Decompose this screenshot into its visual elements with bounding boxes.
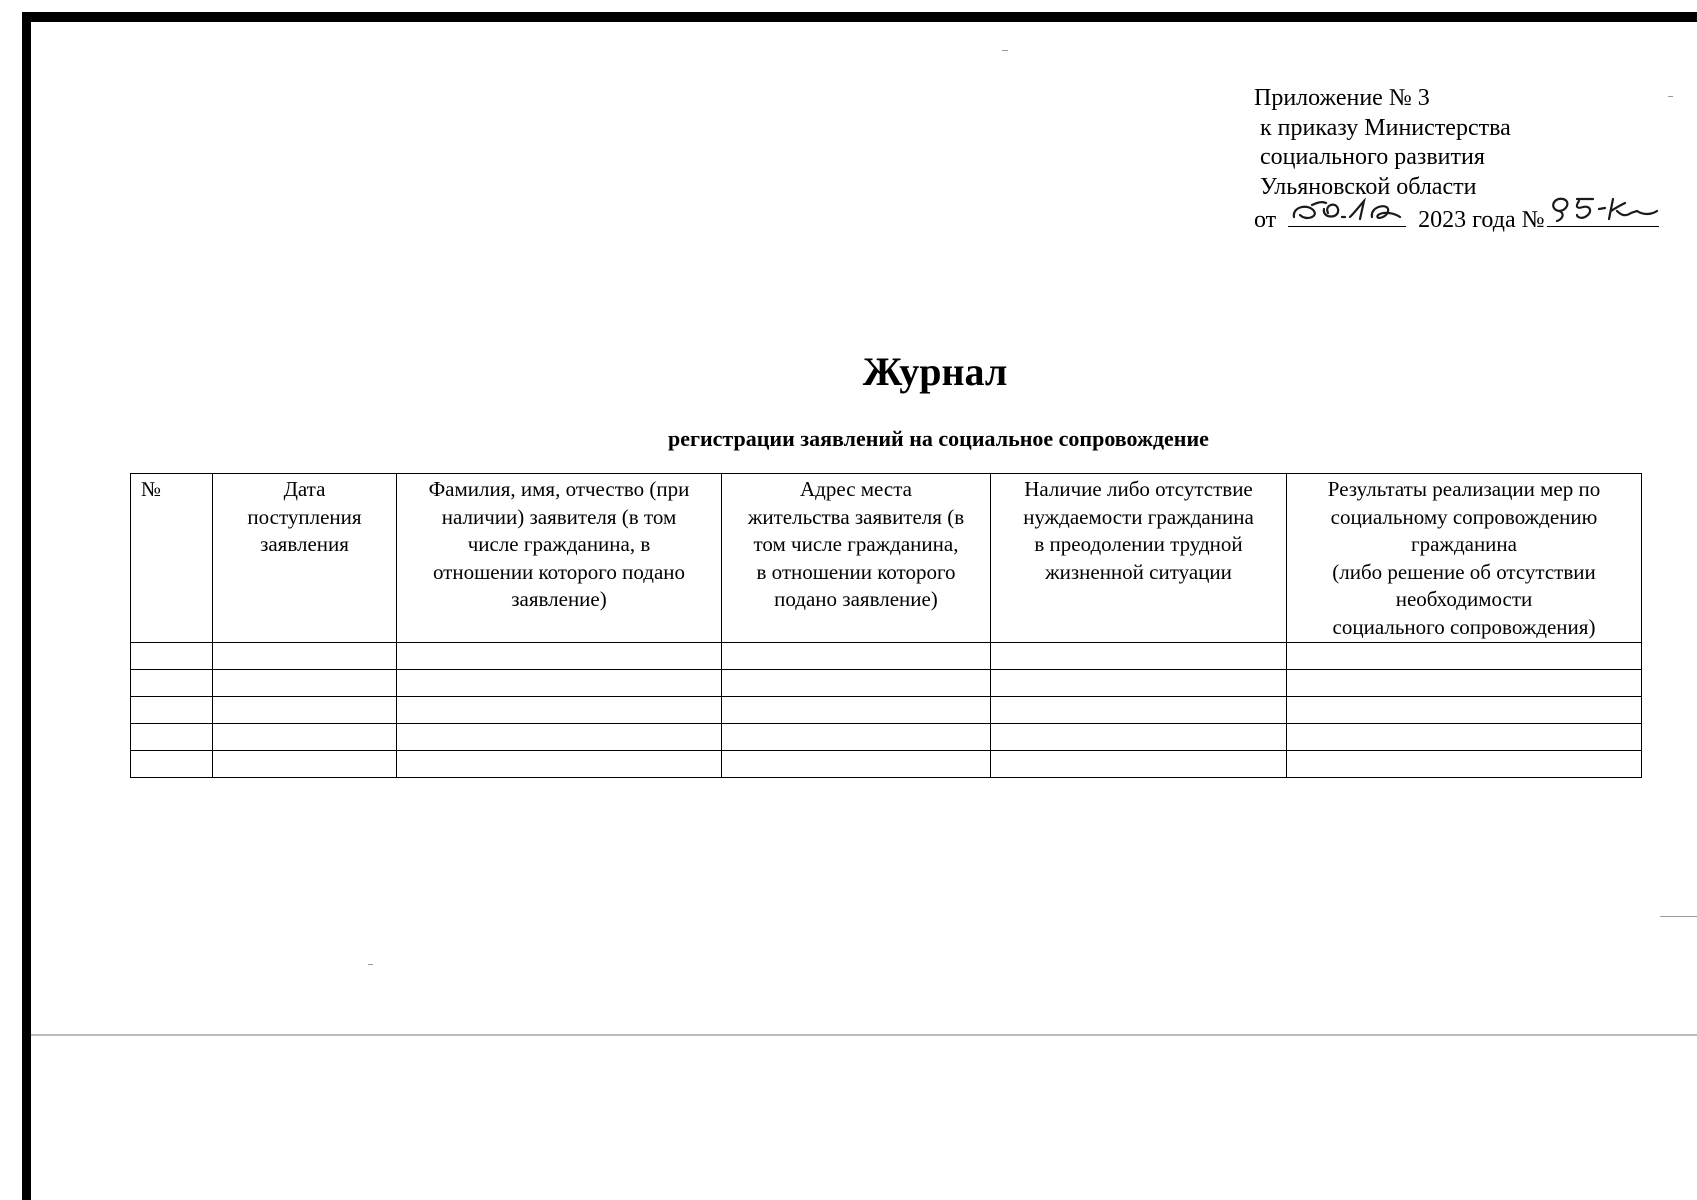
column-header-applicant-name: Фамилия, имя, отчество (при наличии) заявителя (в том числе гражданина, в отношении которого подано заявление) (397, 474, 722, 643)
scan-speck (1002, 50, 1008, 51)
table-cell[interactable] (1287, 669, 1642, 696)
handwritten-date (1288, 202, 1406, 227)
table-cell[interactable] (213, 642, 397, 669)
table-row (131, 723, 1642, 750)
column-header-number: № (131, 474, 213, 643)
appendix-line-2: к приказу Министерства (1254, 114, 1511, 141)
scan-border-left (22, 12, 31, 1200)
table-cell[interactable] (722, 669, 991, 696)
table-cell[interactable] (722, 642, 991, 669)
handwritten-number-signature (1547, 193, 1659, 225)
table-cell[interactable] (213, 723, 397, 750)
table-cell[interactable] (213, 750, 397, 777)
table-cell[interactable] (131, 642, 213, 669)
handwritten-date-signature (1288, 197, 1406, 225)
table-body (131, 642, 1642, 777)
table-cell[interactable] (397, 723, 722, 750)
column-header-results: Результаты реализации мер по социальному сопровождению гражданина (либо решение об отсутствии необходимости социального сопровождения) (1287, 474, 1642, 643)
table-cell[interactable] (1287, 750, 1642, 777)
table-cell[interactable] (397, 750, 722, 777)
year-label: 2023 года № (1412, 207, 1545, 233)
table-cell[interactable] (213, 696, 397, 723)
scan-speck (1660, 916, 1697, 917)
table-header-row (131, 474, 1642, 643)
handwritten-number (1547, 202, 1659, 227)
appendix-line-4: Ульяновской области (1254, 173, 1477, 200)
table-row (131, 696, 1642, 723)
column-header-address: Адрес места жительства заявителя (в том числе гражданина, в отношении которого подано заявление) (722, 474, 991, 643)
table-cell[interactable] (991, 696, 1287, 723)
scan-speck (1668, 96, 1673, 97)
appendix-line-1: Приложение № 3 (1254, 85, 1430, 111)
table-cell[interactable] (397, 696, 722, 723)
table-cell[interactable] (131, 696, 213, 723)
table-cell[interactable] (722, 696, 991, 723)
column-header-need: Наличие либо отсутствие нуждаемости гражданина в преодолении трудной жизненной ситуации (991, 474, 1287, 643)
table-cell[interactable] (1287, 696, 1642, 723)
table-cell[interactable] (1287, 642, 1642, 669)
appendix-date-line (1254, 202, 1659, 236)
scan-border-top (22, 12, 1697, 22)
table-cell[interactable] (131, 750, 213, 777)
registration-table (130, 473, 1642, 778)
table-row (131, 642, 1642, 669)
document-subtitle: регистрации заявлений на социальное сопровождение (668, 426, 1209, 451)
table-cell[interactable] (722, 723, 991, 750)
appendix-line-3: социального развития (1254, 144, 1485, 170)
table-cell[interactable] (1287, 723, 1642, 750)
table-row (131, 750, 1642, 777)
document-title: Журнал (862, 349, 1008, 394)
table-cell[interactable] (991, 669, 1287, 696)
table-row (131, 669, 1642, 696)
table-cell[interactable] (397, 669, 722, 696)
scan-fold-line (31, 1034, 1697, 1036)
table-cell[interactable] (991, 642, 1287, 669)
table-cell[interactable] (991, 750, 1287, 777)
scan-speck (368, 964, 373, 965)
table-cell[interactable] (213, 669, 397, 696)
table-cell[interactable] (991, 723, 1287, 750)
table-cell[interactable] (397, 642, 722, 669)
table-cell[interactable] (131, 723, 213, 750)
table-cell[interactable] (131, 669, 213, 696)
column-header-date: Дата поступления заявления (213, 474, 397, 643)
from-label: от (1254, 207, 1283, 233)
table-cell[interactable] (722, 750, 991, 777)
appendix-block (1254, 84, 1659, 236)
